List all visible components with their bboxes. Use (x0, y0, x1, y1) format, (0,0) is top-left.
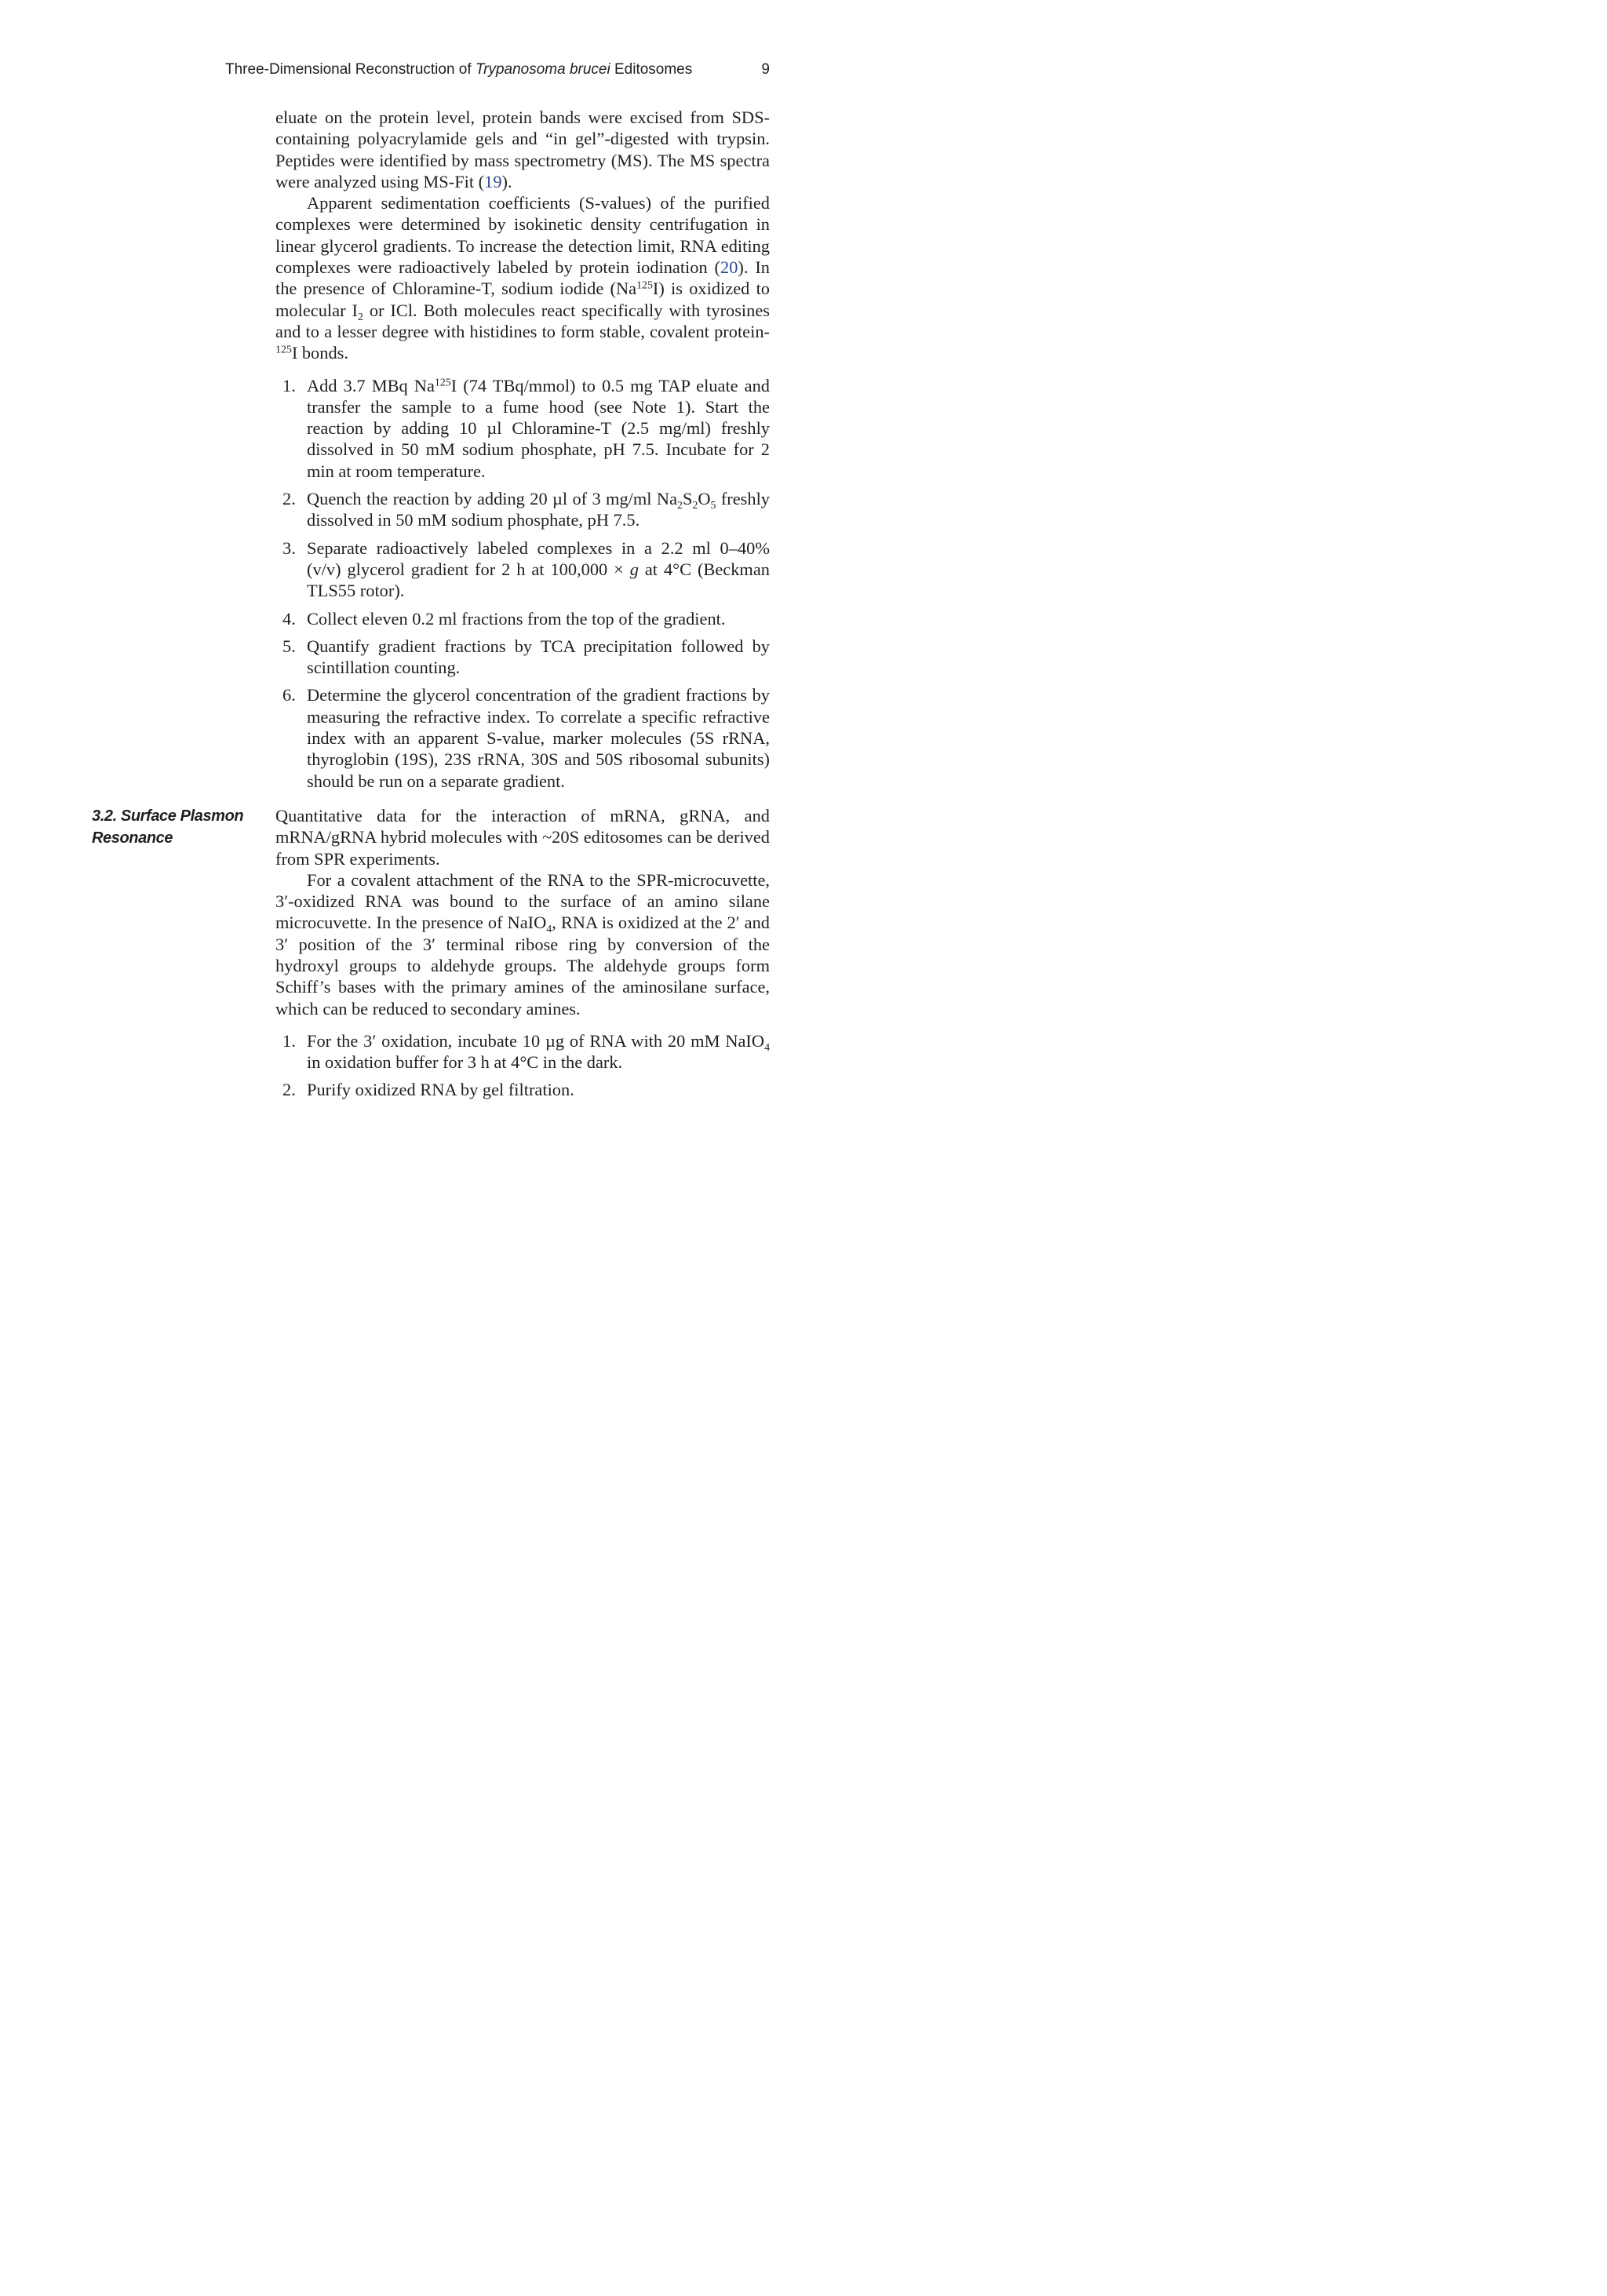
list-item (275, 488, 770, 531)
text: Add 3.7 MBq Na (307, 375, 435, 395)
superscript: 125 (636, 279, 653, 292)
subscript: 2 (357, 311, 363, 323)
list-item (275, 538, 770, 602)
superscript: 125 (275, 344, 292, 356)
text: at 4°C (Beckman TLS55 rotor). (307, 559, 770, 601)
section-paragraph-1: Quantitative data for the interaction of mRNA, gRNA, and mRNA/gRNA hybrid molecules with ~20S editosomes can be derived from SPR experiments. (275, 805, 770, 869)
text: O (698, 489, 711, 509)
text: Collect eleven 0.2 ml fractions from the top of the gradient. (307, 608, 726, 629)
text: ). In the presence of Chloramine-T, sodium iodide (Na (275, 257, 770, 299)
text: S (682, 489, 693, 509)
text: Determine the glycerol concentration of the gradient fractions by measuring the refractive index. To correlate a specific refractive index with an apparent S-value, marker molecules (5S rRNA, thyroglobin (19S), 23S rRNA, 30S and 50S ribosomal subunits) should be run on a separate gradient. (307, 685, 770, 791)
list-item (275, 608, 770, 629)
superscript: 125 (434, 376, 451, 388)
text: Purify oxidized RNA by gel filtration. (307, 1080, 574, 1100)
step-number: 2. (282, 489, 296, 509)
step-number: 1. (282, 1030, 296, 1051)
text: eluate on the protein level, protein bands were excised from SDS-containing polyacrylamide gels and “in gel”-digested with trypsin. Peptides were identified by mass spectrometry (MS). The MS spectra were analyzed using MS-Fit ( (275, 108, 770, 191)
running-title-species: Trypanosoma brucei (475, 61, 610, 78)
text: I (74 TBq/mmol) to 0.5 mg TAP eluate and transfer the sample to a fume hood (see Note 1). Start the reaction by adding 10 µl Chloramine-T (2.5 mg/ml) freshly dissolved in 50 mM sodium phosphate, pH 7.5. Incubate for 2 min at room temperature. (307, 375, 770, 481)
subscript: 4 (546, 924, 552, 936)
spr-steps-list (275, 1030, 770, 1101)
text: Apparent sedimentation coefficients (S-values) of the purified complexes were determined by isokinetic density centrifugation in linear glycerol gradients. To increase the detection limit, RNA editing complexes were radioactively labeled by protein iodination ( (275, 193, 770, 278)
step-number: 6. (282, 685, 296, 705)
text: For a covalent attachment of the RNA to the SPR-microcuvette, 3′-oxidized RNA was bound to the surface of an amino silane microcuvette. In the presence of NaIO (275, 869, 770, 933)
step-number: 3. (282, 538, 296, 558)
text: Quench the reaction by adding 20 µl of 3 mg/ml Na (307, 489, 678, 509)
subscript: 5 (710, 499, 716, 512)
section-paragraph-2 (275, 869, 770, 1019)
section-heading-line-2: Resonance (92, 829, 173, 847)
text: Quantify gradient fractions by TCA precipitation followed by scintillation counting. (307, 636, 770, 678)
text: I bonds. (291, 343, 348, 363)
step-number: 2. (282, 1080, 296, 1100)
body-column (92, 107, 771, 1107)
text: I) is oxidized to molecular I (275, 279, 771, 320)
text: in oxidation buffer for 3 h at 4°C in the dark. (307, 1052, 623, 1073)
list-item (275, 684, 770, 791)
step-number: 5. (282, 636, 296, 656)
iodination-steps-list (275, 375, 770, 792)
citation-link-20[interactable]: 20 (720, 257, 738, 278)
text: For the 3′ oxidation, incubate 10 µg of RNA with 20 mM NaIO (307, 1030, 765, 1051)
running-title-pre: Three-Dimensional Reconstruction of (225, 61, 476, 78)
running-title-post: Editosomes (610, 61, 693, 78)
subscript: 4 (764, 1041, 770, 1054)
running-title (225, 60, 692, 79)
list-item (275, 636, 770, 679)
running-head (225, 60, 770, 79)
citation-link-19[interactable]: 19 (484, 171, 502, 191)
subscript: 2 (692, 499, 698, 512)
list-item (275, 1079, 770, 1100)
text: freshly dissolved in 50 mM sodium phosphate, pH 7.5. (307, 489, 770, 530)
list-item (275, 375, 770, 482)
text: , RNA is oxidized at the 2′ and 3′ position of the 3′ terminal ribose ring by conversion of the hydroxyl groups to aldehyde groups. The aldehyde groups form Schiff’s bases with the primary amines of the aminosilane surface, which can be reduced to secondary amines. (275, 913, 770, 1019)
section-surface-plasmon-resonance (92, 805, 770, 1101)
text: ). (501, 171, 512, 191)
page-number: 9 (761, 61, 770, 78)
step-number: 4. (282, 608, 296, 629)
section-heading (92, 805, 249, 849)
subscript: 2 (677, 499, 683, 512)
intro-paragraph-1 (275, 107, 770, 192)
step-number: 1. (282, 375, 296, 395)
intro-paragraph-2 (275, 192, 770, 363)
g-force-symbol: g (629, 559, 639, 579)
text: Separate radioactively labeled complexes in a 2.2 ml 0–40% (v/v) glycerol gradient for 2 h at 100,000 × (307, 538, 770, 579)
list-item (275, 1030, 770, 1073)
section-heading-line-1: 3.2. Surface Plasmon (92, 807, 244, 825)
text: or ICl. Both molecules react specifically with tyrosines and to a lesser degree with histidines to form stable, covalent protein- (275, 300, 771, 341)
